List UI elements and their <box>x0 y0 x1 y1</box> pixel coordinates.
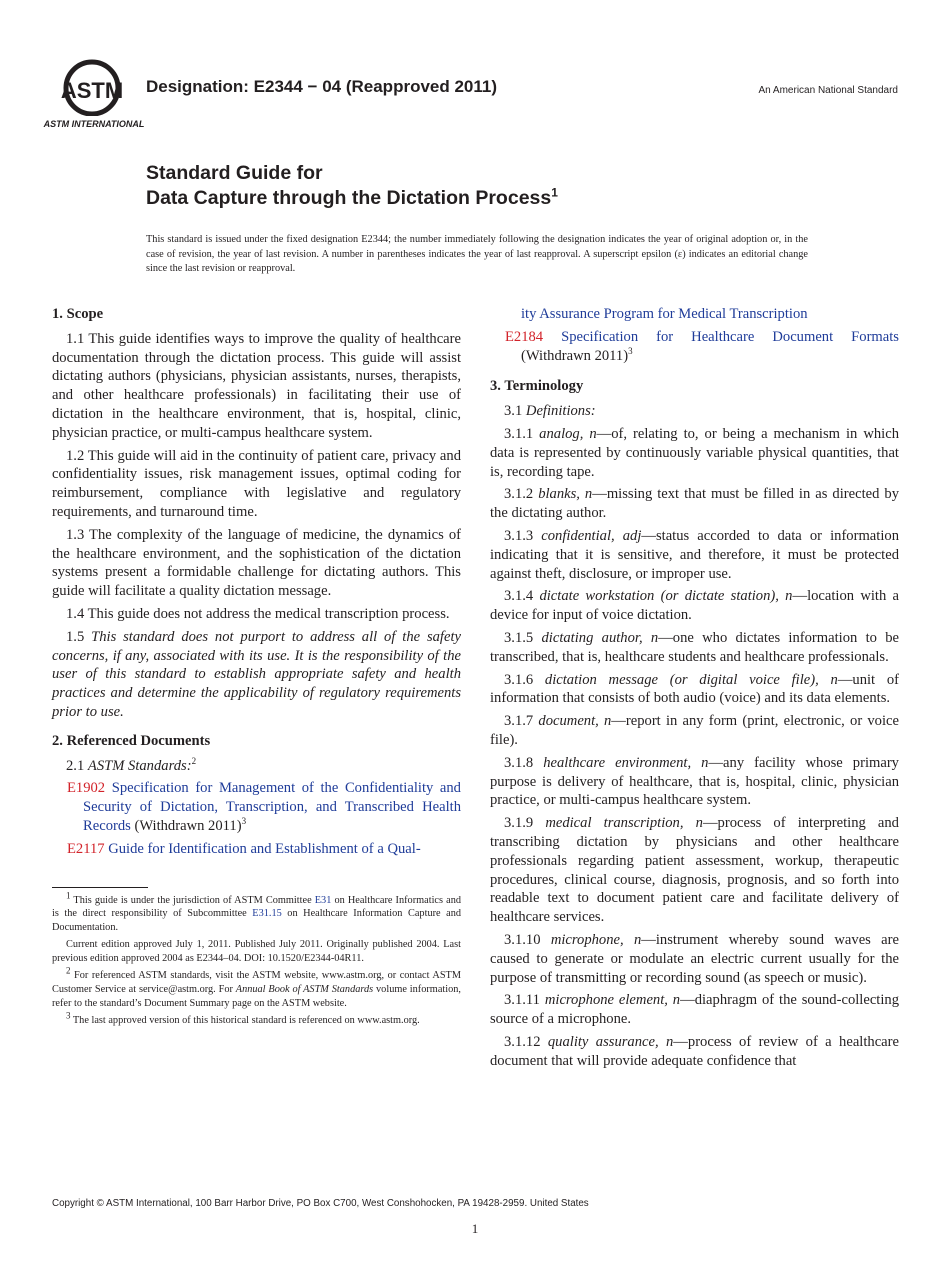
paragraph-3-1: 3.1 Definitions: <box>504 403 596 420</box>
definition-item: 3.1.12 quality assurance, n—process of review of a healthcare document that will provide adequate confidence that <box>490 1033 899 1069</box>
definition-term: analog, n <box>539 425 597 442</box>
reference-code-link[interactable]: E2184 <box>505 328 544 345</box>
paragraph-1-4: 1.4 This guide does not address the medical transcription process. <box>66 605 450 622</box>
definition-term: medical transcription, n <box>545 815 703 832</box>
definition-term: document, n <box>538 713 612 730</box>
designation: Designation: E2344 − 04 (Reapproved 2011) <box>146 77 498 96</box>
definition-item: 3.1.7 document, n—report in any form (print, electronic, or voice file). <box>490 713 899 748</box>
footnote-2: $^2$ For referenced ASTM standards, visit the ASTM website, www.astm.org, or contact ASTM Customer Service at service@astm.org. For Annual Book of ASTM Standards volume information, refer to the standard’s Document Summary page on the ASTM website. <box>52 966 461 1009</box>
page-number: 1 <box>471 1221 479 1236</box>
svg-text:ASTM: ASTM <box>60 78 124 103</box>
preamble: This standard is issued under the fixed designation E2344; the number immediately following the designation indicates the year of original adoption or, in the case of revision, the year of last revision. A number in parentheses indicates the year of last reapproval. A superscript epsilon (ε) indicates an editorial change since the last revision or reapproval. <box>146 234 808 275</box>
reference-title-link[interactable]: ity Assurance Program for Medical Transcription <box>521 306 808 322</box>
definition-term: quality assurance, n <box>547 1033 674 1050</box>
subcommittee-link[interactable]: E31.15 <box>252 908 282 920</box>
definition-term: confidential, adj <box>541 527 642 544</box>
title-line-1: Standard Guide for <box>146 162 323 184</box>
section-heading-terminology: 3. Terminology <box>490 378 584 395</box>
footnote-3: $^3$ The last approved version of this historical standard is referenced on www.astm.org. <box>66 1010 420 1027</box>
definition-item: 3.1.9 medical transcription, n—process of interpreting and transcribing dictation by physicians and other healthcare professionals regarding patient assessment, workup, therapeutic procedures, clinical course, diagnosis, prognosis, and so forth into readable text to document patient care and facilitate delivery of healthcare services. <box>490 815 899 926</box>
title-line-2: Data Capture through the Dictation Process <box>146 187 552 209</box>
section-heading-referenced-documents: 2. Referenced Documents <box>52 732 211 749</box>
definition-term: microphone element, n <box>544 992 681 1009</box>
definition-item: 3.1.11 microphone element, n—diaphragm of the sound-collecting source of a microphone. <box>490 992 900 1028</box>
definition-item: 3.1.6 dictation message (or digital voice file), n—unit of information that consists of both audio (voice) and its data elements. <box>490 671 899 707</box>
reference-e2117 <box>52 840 461 859</box>
definition-item: 3.1.8 healthcare environment, n—any facility whose primary purpose is delivery of healthcare, that is, hospital, clinic, physician practice, or multi-campus healthcare system. <box>490 754 899 809</box>
paragraph-1-3: 1.3 The complexity of the language of medicine, the dynamics of the healthcare environment, and the sophistication of the dictation systems present a formidable challenge for dictating authors. This guide will facilitate a quality dictation message. <box>52 526 461 600</box>
paragraph-1-5: 1.5 This standard does not purport to address all of the safety concerns, if any, associated with its use. It is the responsibility of the user of this standard to establish appropriate safety and health practices and determine the applicability of regulatory requirements prior to use. <box>52 628 461 720</box>
reference-code-link[interactable]: E2117 <box>67 840 105 857</box>
footnote-divider <box>52 887 148 888</box>
definition-item: 3.1.3 confidential, adj—status accorded to data or information indicating that it is sensitive, and therefore, it must be protected against theft, disclosure, or improper use. <box>490 527 899 582</box>
footnote-edition: Current edition approved July 1, 2011. Published July 2011. Originally published 2004. Last previous edition approved 2004 as E2344–04. DOI: 10.1520/E2344-04R11. <box>52 939 461 964</box>
committee-link[interactable]: E31 <box>314 894 332 906</box>
definition-term: dictating author, n <box>541 629 659 646</box>
definitions-list <box>490 425 899 1071</box>
reference-code-link[interactable]: E1902 <box>67 780 106 797</box>
definition-term: healthcare environment, n <box>543 754 709 771</box>
copyright: Copyright © ASTM International, 100 Barr Harbor Drive, PO Box C700, West Conshohocken, PA 19428-2959. United States <box>52 1198 589 1209</box>
definition-term: microphone, n <box>550 931 642 948</box>
definition-item: 3.1.10 microphone, n—instrument whereby sound waves are caused to generate or modulate an electric current usually for the purpose of transmitting or recording sound (as speech or music). <box>490 931 899 986</box>
definition-item: 3.1.1 analog, n—of, relating to, or being a mechanism in which data is represented by continuously variable physical quantities, that is, recording tape. <box>490 425 899 480</box>
definition-term: blanks, n <box>538 486 593 503</box>
section-heading-scope: 1. Scope <box>52 306 104 322</box>
definition-term: dictate workstation (or dictate station), n <box>539 588 793 605</box>
reference-e2117-continued <box>490 305 899 324</box>
left-column <box>52 305 461 1032</box>
astm-logo <box>43 56 145 134</box>
title-footnote-mark: 1 <box>551 185 558 200</box>
page-title <box>146 161 558 211</box>
reference-title-link[interactable]: Specification for Management of the Confidentiality and Security of Dictation, Transcription, and Transcribed Health Records <box>83 780 461 834</box>
definition-item: 3.1.5 dictating author, n—one who dictates information to be transcribed, that is, healthcare students and healthcare professionals. <box>490 629 899 665</box>
logo-text: ASTM INTERNATIONAL <box>43 119 145 129</box>
reference-title-link[interactable]: Specification for Healthcare Document Formats <box>561 328 899 345</box>
definition-item: 3.1.4 dictate workstation (or dictate station), n—location with a device for input of voice dictation. <box>490 588 900 624</box>
paragraph-1-1: 1.1 This guide identifies ways to improve the quality of healthcare documentation through the dictation process. This guide will assist dictating authors (physicians, physician assistants, nurses, therapists, and other healthcare professionals) in facilitating their use of dictation in the healthcare environment, that is, hospital, clinic, physician practice, or multi-campus healthcare system. <box>52 330 461 441</box>
reference-e2184: E2184 Specification for Healthcare Document Formats (Withdrawn 2011)$^3$ <box>505 328 899 364</box>
reference-title-link[interactable]: Guide for Identification and Establishment of a Qual- <box>108 840 421 857</box>
definition-term: dictation message (or digital voice file), n <box>544 671 838 688</box>
footnote-1: $^1$ This guide is under the jurisdiction of ASTM Committee E31 on Healthcare Informatics and is the direct responsibility of Subcommittee E31.15 on Healthcare Information Capture and Documentation. <box>52 890 461 933</box>
right-column <box>490 305 899 1074</box>
reference-e1902: E1902 Specification for Management of the Confidentiality and Security of Dictation, Transcription, and Transcribed Health Records (Withdrawn 2011)$^3$ <box>67 780 461 834</box>
paragraph-2-1: 2.1 ASTM Standards:$^2$ <box>66 755 197 774</box>
national-standard-label: An American National Standard <box>758 85 898 96</box>
definition-item: 3.1.2 blanks, n—missing text that must be filled in as directed by the dictating author. <box>490 486 899 522</box>
paragraph-1-2: 1.2 This guide will aid in the continuity of patient care, privacy and confidentiality issues, risk management issues, optimal coding for reimbursement, compliance with legislative and regulatory requirements, and turnaround time. <box>52 447 461 520</box>
